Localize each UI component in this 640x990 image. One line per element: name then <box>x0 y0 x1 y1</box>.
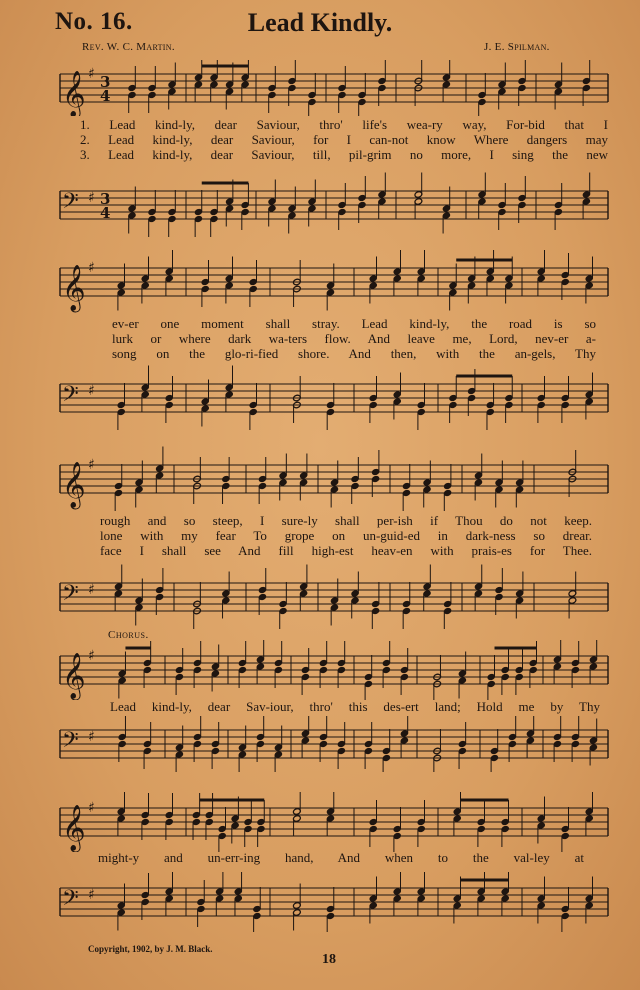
svg-text:♯: ♯ <box>88 729 95 745</box>
treble-clef-icon: 𝄞 <box>62 265 86 311</box>
svg-text:4: 4 <box>100 204 111 222</box>
svg-text:♯: ♯ <box>88 800 95 816</box>
svg-text:♯: ♯ <box>88 383 95 399</box>
bass-clef-icon: 𝄢 <box>62 728 79 758</box>
chorus-line: Lead kind-ly, dear Sav-iour, thro' this des-ert land; Hold me by Thy <box>110 699 600 714</box>
bass-staff-4 <box>54 716 610 772</box>
chorus-label: Chorus. <box>108 629 149 641</box>
hymn-title: Lead Kindly. <box>247 8 393 37</box>
svg-text:♯: ♯ <box>88 457 95 473</box>
svg-text:♯: ♯ <box>88 648 95 664</box>
svg-text:4: 4 <box>100 87 111 105</box>
bass-clef-icon: 𝄢 <box>62 886 79 916</box>
svg-text:♯: ♯ <box>88 66 95 82</box>
svg-text:♯: ♯ <box>88 190 95 206</box>
lyricist-credit: Rev. W. C. Martin. <box>82 41 175 53</box>
verse-1-line: 1. Lead kind-ly, dear Saviour, thro' life's wea-ry way, For-bid that I <box>80 117 608 132</box>
bass-clef-icon: 𝄢 <box>62 189 79 219</box>
verse-1-line: ev-er one moment shall stray. Lead kind-ly, the road is so <box>112 316 596 331</box>
copyright-notice: Copyright, 1902, by J. M. Black. <box>88 944 213 954</box>
verse-1-line: rough and so steep, I sure-ly shall per-ish if Thou do not keep. <box>100 513 592 528</box>
svg-text:♯: ♯ <box>88 582 95 598</box>
composer-credit: J. E. Spilman. <box>484 41 550 53</box>
verse-3-line: song on the glo-ri-fied shore. And then, with the an-gels, Thy <box>112 346 596 361</box>
verse-3-line: face I shall see And fill high-est heav-en with prais-es for Thee. <box>100 543 592 558</box>
treble-staff-5 <box>54 792 610 852</box>
verse-2-line: lurk or where dark wa-ters flow. And leave me, Lord, nev-er a- <box>112 331 596 346</box>
verse-2-line: lone with my fear To grope on un-guid-ed in dark-ness so drear. <box>100 528 592 543</box>
svg-text:♯: ♯ <box>88 887 95 903</box>
bass-staff-2 <box>54 365 610 431</box>
treble-clef-icon: 𝄞 <box>62 805 86 851</box>
hymn-number: No. 16. <box>55 8 133 35</box>
svg-text:3: 3 <box>100 190 111 208</box>
treble-clef-icon: 𝄞 <box>62 462 86 508</box>
treble-staff-2 <box>54 250 610 314</box>
verse-2-line: 2. Lead kind-ly, dear Saviour, for I can-not know Where dangers may <box>80 132 608 147</box>
treble-clef-icon: 𝄞 <box>62 71 86 116</box>
bass-clef-icon: 𝄢 <box>62 581 79 611</box>
svg-text:♯: ♯ <box>88 260 95 276</box>
chorus-line: might-y and un-err-ing hand, And when to the val-ley at <box>98 850 584 865</box>
bass-staff-3 <box>54 564 610 630</box>
treble-staff-1 <box>54 60 610 116</box>
bass-staff-5 <box>54 872 610 932</box>
bass-staff-1 <box>54 170 610 240</box>
treble-staff-3 <box>54 446 610 512</box>
svg-text:3: 3 <box>100 73 111 91</box>
treble-clef-icon: 𝄞 <box>62 653 86 699</box>
verse-3-line: 3. Lead kind-ly, dear Saviour, till, pil-grim no more, I sing the new <box>80 147 608 162</box>
treble-staff-4 <box>54 640 610 700</box>
bass-clef-icon: 𝄢 <box>62 382 79 412</box>
page-number: 18 <box>322 952 336 967</box>
